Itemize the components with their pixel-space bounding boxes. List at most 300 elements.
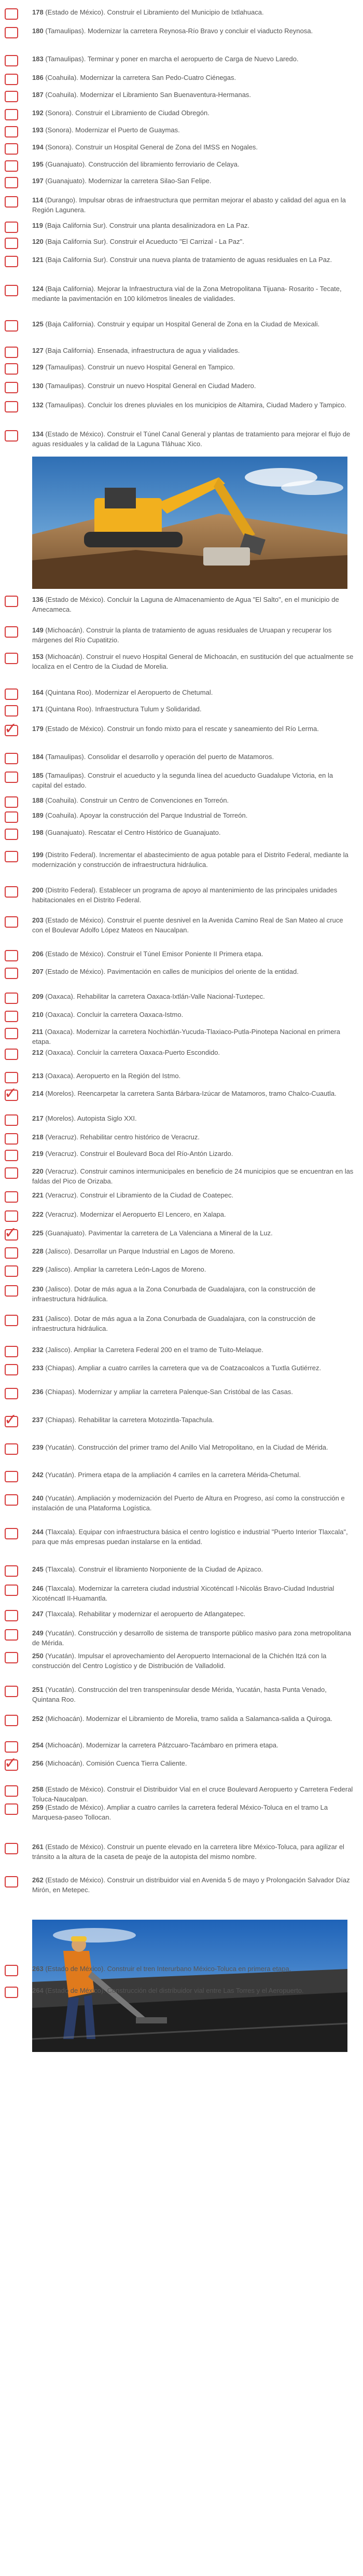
item-number: 184 xyxy=(32,753,44,761)
item-number: 192 xyxy=(32,109,44,117)
item-description: (Sonora). Construir el Libramiento de Ciudad Obregón. xyxy=(45,109,210,117)
item-text xyxy=(32,1314,354,1333)
item-text xyxy=(32,1264,354,1274)
checkbox[interactable] xyxy=(5,1247,18,1259)
item-text xyxy=(32,1964,354,1974)
checkbox[interactable] xyxy=(5,1528,18,1539)
item-number: 136 xyxy=(32,596,44,603)
checkbox[interactable] xyxy=(5,347,18,358)
item-description: (Estado de México). Construir un puente elevado en la carretera libre México-Toluca, para agilizar el tránsito a la altura de la caseta de peaje de la autopista del mismo nombre. xyxy=(32,1843,344,1861)
item-text xyxy=(32,885,354,905)
checkmark-icon: ✓ xyxy=(4,1411,18,1429)
checkbox[interactable] xyxy=(5,1028,18,1039)
item-number: 179 xyxy=(32,725,44,733)
checkbox[interactable] xyxy=(5,74,18,85)
item-number: 124 xyxy=(32,285,44,293)
item-number: 259 xyxy=(32,1803,44,1811)
item-text xyxy=(32,1345,354,1355)
checkbox[interactable] xyxy=(5,1049,18,1060)
item-description: (Oaxaca). Modernizar la carretera Nochixtlán-Yucuda-Tlaxiaco-Putla-Pinotepa Nacional en primera etapa. xyxy=(32,1028,340,1045)
checkbox[interactable] xyxy=(5,1965,18,1976)
checkbox[interactable] xyxy=(5,626,18,638)
item-description: (Veracruz). Construir el Libramiento de la Ciudad de Coatepec. xyxy=(45,1191,234,1199)
item-number: 245 xyxy=(32,1565,44,1573)
item-description: (Oaxaca). Rehabilitar la carretera Oaxaca-Ixtlán-Valle Nacional-Tuxtepec. xyxy=(45,993,265,1000)
item-text xyxy=(32,1651,354,1671)
checkmark-icon: ✓ xyxy=(4,1084,18,1103)
item-text xyxy=(32,704,354,714)
item-number: 171 xyxy=(32,705,44,713)
item-number: 231 xyxy=(32,1315,44,1323)
checkbox[interactable] xyxy=(5,1133,18,1145)
checkbox[interactable] xyxy=(5,320,18,332)
item-text xyxy=(32,625,354,645)
checkbox[interactable] xyxy=(5,772,18,783)
checkbox[interactable] xyxy=(5,653,18,664)
item-description: (Tamaulipas). Construir el acueducto y la segunda línea del acueducto Guadalupe Victoria, en la capital del estado. xyxy=(32,772,333,789)
item-text xyxy=(32,255,354,265)
item-text xyxy=(32,1527,354,1547)
item-text xyxy=(32,1027,354,1046)
item-text xyxy=(32,319,354,329)
item-text xyxy=(32,125,354,135)
item-text xyxy=(32,595,354,614)
checkbox[interactable] xyxy=(5,1652,18,1663)
item-description: (Guanajuato). Rescatar el Centro Histórico de Guanajuato. xyxy=(45,829,221,836)
checkbox[interactable] xyxy=(5,1876,18,1888)
item-number: 222 xyxy=(32,1210,44,1218)
item-number: 262 xyxy=(32,1876,44,1884)
item-description: (Coahuila). Modernizar el Libramiento San Buenaventura-Hermanas. xyxy=(45,91,252,99)
item-number: 261 xyxy=(32,1843,44,1851)
item-number: 228 xyxy=(32,1247,44,1255)
item-text xyxy=(32,429,354,449)
checkbox[interactable] xyxy=(5,27,18,38)
item-text xyxy=(32,1089,354,1098)
item-number: 149 xyxy=(32,626,44,634)
checkbox[interactable] xyxy=(5,1364,18,1375)
checkbox[interactable] xyxy=(5,1011,18,1022)
item-description: (Estado de México). Construir el Distribuidor Vial en el cruce Boulevard Aeropuerto y Carretera Federal Toluca-Naucalpan. xyxy=(32,1785,353,1803)
checkmark-icon: ✓ xyxy=(4,720,18,738)
item-description: (Jalisco). Desarrollar un Parque Industrial en Lagos de Moreno. xyxy=(45,1247,235,1255)
item-number: 125 xyxy=(32,320,44,328)
item-number: 121 xyxy=(32,256,44,264)
item-description: (Chiapas). Modernizar y ampliar la carretera Palenque-San Cristóbal de las Casas. xyxy=(45,1388,293,1396)
item-description: (Guanajuato). Modernizar la carretera Silao-San Felipe. xyxy=(45,177,212,185)
item-description: (Tlaxcala). Modernizar la carretera ciudad industrial Xicoténcatl I-Nicolás Bravo-Ciudad Industrial Xicoténcatl II-Huamantla. xyxy=(32,1585,334,1602)
item-text xyxy=(32,284,354,304)
item-text xyxy=(32,795,354,805)
checkbox[interactable] xyxy=(5,1686,18,1697)
item-number: 206 xyxy=(32,950,44,958)
item-number: 256 xyxy=(32,1759,44,1767)
item-text xyxy=(32,1714,354,1724)
item-description: (Quintana Roo). Infraestructura Tulum y Solidaridad. xyxy=(45,705,202,713)
item-number: 198 xyxy=(32,829,44,836)
item-description: (Estado de México). Ampliar a cuatro carriles la carretera federal México-Toluca en el tramo La Marquesa-paseo Tollocan. xyxy=(32,1803,328,1821)
item-description: (Distrito Federal). Incrementar el abastecimiento de agua potable para el Distrito Federal, mediante la modernización y construcción de infraestructura hidráulica. xyxy=(32,851,348,869)
item-number: 120 xyxy=(32,238,44,245)
checkbox[interactable] xyxy=(5,829,18,840)
item-description: (Guanajuato). Construcción del libramiento ferroviario de Celaya. xyxy=(45,160,240,168)
item-description: (Baja California). Ensenada, infraestructura de agua y vialidades. xyxy=(45,347,240,354)
checkbox[interactable] xyxy=(5,1167,18,1179)
checkbox[interactable] xyxy=(5,705,18,717)
checkbox[interactable] xyxy=(5,8,18,20)
item-description: (Guanajuato). Pavimentar la carretera de La Valenciana a Mineral de la Luz. xyxy=(45,1229,273,1237)
item-description: (Quintana Roo). Modernizar el Aeropuerto de Chetumal. xyxy=(45,688,213,696)
item-description: (Tamaulipas). Consolidar el desarrollo y operación del puerto de Matamoros. xyxy=(45,753,274,761)
checkbox[interactable] xyxy=(5,1715,18,1726)
checkbox[interactable] xyxy=(5,968,18,979)
item-text xyxy=(32,1010,354,1020)
item-text xyxy=(32,949,354,959)
item-number: 219 xyxy=(32,1150,44,1158)
construction-photo-excavator xyxy=(32,457,347,589)
checkbox[interactable] xyxy=(5,993,18,1004)
item-description: (Veracruz). Construir el Boulevard Boca del Río-Antón Lizardo. xyxy=(45,1150,233,1158)
checkbox[interactable] xyxy=(5,1610,18,1621)
item-number: 127 xyxy=(32,347,44,354)
item-number: 220 xyxy=(32,1167,44,1175)
checkbox[interactable] xyxy=(5,363,18,375)
item-text xyxy=(32,1442,354,1452)
item-text xyxy=(32,1583,354,1603)
checkbox[interactable] xyxy=(5,430,18,442)
item-text xyxy=(32,1132,354,1142)
item-number: 114 xyxy=(32,196,43,204)
checkbox[interactable] xyxy=(5,143,18,155)
checkmark-icon: ✓ xyxy=(4,1754,18,1772)
item-description: (Tamaulipas). Construir un nuevo Hospital General en Tampico. xyxy=(45,363,235,371)
checkbox[interactable] xyxy=(5,1471,18,1482)
item-text xyxy=(32,142,354,152)
item-text xyxy=(32,724,354,734)
checkbox[interactable] xyxy=(5,1785,18,1797)
item-description: (Estado de México). Construcción del distribuidor vial entre Las Torres y el Aeropuerto. xyxy=(45,1987,304,1994)
checkbox[interactable] xyxy=(5,1285,18,1297)
item-number: 232 xyxy=(32,1346,44,1354)
item-number: 200 xyxy=(32,886,44,894)
item-number: 194 xyxy=(32,143,44,151)
checkbox[interactable] xyxy=(5,196,18,208)
checkbox[interactable] xyxy=(5,1629,18,1641)
item-description: (Baja California). Mejorar la Infraestructura vial de la Zona Metropolitana Tijuana- Rosarito - Tecate, mediante la pavimentación en 100 kilómetros lineales de vialidades. xyxy=(32,285,342,302)
checkmark-icon: ✓ xyxy=(4,1224,18,1242)
item-text xyxy=(32,400,354,410)
checkbox[interactable] xyxy=(5,222,18,233)
item-description: (Coahuila). Construir un Centro de Convenciones en Torreón. xyxy=(45,796,229,804)
item-number: 187 xyxy=(32,91,44,99)
item-description: (Oaxaca). Concluir la carretera Oaxaca-Puerto Escondido. xyxy=(45,1049,220,1056)
checkbox[interactable] xyxy=(5,285,18,296)
item-description: (Baja California Sur). Construir una planta desalinizadora en La Paz. xyxy=(45,222,250,229)
item-description: (Coahuila). Apoyar la construcción del Parque Industrial de Torreón. xyxy=(45,811,248,819)
item-number: 229 xyxy=(32,1265,44,1273)
item-number: 210 xyxy=(32,1011,44,1018)
checkbox[interactable] xyxy=(5,126,18,137)
checkbox[interactable] xyxy=(5,1803,18,1815)
item-description: (Michoacán). Comisión Cuenca Tierra Caliente. xyxy=(45,1759,187,1767)
item-description: (Baja California Sur). Construir el Acueducto "El Carrizal - La Paz". xyxy=(45,238,244,245)
item-number: 197 xyxy=(32,177,44,185)
checkbox[interactable] xyxy=(5,596,18,607)
item-number: 236 xyxy=(32,1388,44,1396)
item-description: (Veracruz). Modernizar el Aeropuerto El Lencero, en Xalapa. xyxy=(45,1210,226,1218)
item-description: (Yucatán). Primera etapa de la ampliación 4 carriles en la carretera Mérida-Chetumal. xyxy=(45,1471,301,1479)
item-description: (Michoacán). Construir la planta de tratamiento de aguas residuales de Uruapan y recuperar los márgenes del Río Cupatitzio. xyxy=(32,626,332,644)
item-text xyxy=(32,176,354,186)
item-description: (Estado de México). Construir un distribuidor vial en Avenida 5 de mayo y Prolongación Salvador Díaz Mirón, en Metepec. xyxy=(32,1876,350,1894)
item-description: (Estado de México). Pavimentación en calles de municipios del oriente de la entidad. xyxy=(45,968,299,975)
checkbox[interactable] xyxy=(5,916,18,928)
item-text xyxy=(32,1628,354,1648)
item-number: 185 xyxy=(32,772,44,779)
item-description: (Estado de México). Concluir la Laguna de Almacenamiento de Agua "El Salto", en el municipio de Amecameca. xyxy=(32,596,339,613)
item-description: (Sonora). Modernizar el Puerto de Guaymas. xyxy=(45,126,180,134)
checkbox[interactable] xyxy=(5,238,18,249)
item-description: (Michoacán). Construir el nuevo Hospital General de Michoacán, en sustitución del que actualmente se localiza en el Centro de la Ciudad de Morelia. xyxy=(32,653,354,670)
item-text xyxy=(32,237,354,246)
item-text xyxy=(32,752,354,762)
checkbox[interactable] xyxy=(5,1843,18,1854)
item-description: (Yucatán). Impulsar el aprovechamiento del Aeropuerto Internacional de la Chichén Itzá con la construcción del Centro Logístico y de Distribución de Valladolid. xyxy=(32,1652,327,1670)
item-number: 203 xyxy=(32,916,44,924)
item-number: 214 xyxy=(32,1090,44,1097)
item-description: (Oaxaca). Concluir la carretera Oaxaca-Istmo. xyxy=(45,1011,184,1018)
item-text xyxy=(32,1113,354,1123)
item-description: (Tamaulipas). Construir un nuevo Hospital General en Ciudad Madero. xyxy=(45,382,256,390)
item-number: 129 xyxy=(32,363,44,371)
item-number: 199 xyxy=(32,851,44,859)
checkbox[interactable] xyxy=(5,1191,18,1203)
item-number: 180 xyxy=(32,27,44,35)
checkbox[interactable] xyxy=(5,1114,18,1126)
item-description: (Jalisco). Dotar de más agua a la Zona Conurbada de Guadalajara, con la construcción de infraestructura hidráulica. xyxy=(32,1315,316,1332)
item-number: 251 xyxy=(32,1686,44,1693)
item-text xyxy=(32,1875,354,1895)
item-description: (Estado de México). Construir el puente desnivel en la Avenida Camino Real de San Mateo al cruce con el Boulevar Adolfo López Mateos en Naucalpan. xyxy=(32,916,343,934)
item-number: 134 xyxy=(32,430,44,438)
item-description: (Durango). Impulsar obras de infraestructura que permitan mejorar el abasto y calidad del agua en la Región Lagunera. xyxy=(32,196,346,214)
item-text xyxy=(32,1415,354,1425)
item-text xyxy=(32,1387,354,1397)
item-number: 211 xyxy=(32,1028,43,1036)
item-text xyxy=(32,828,354,837)
item-text xyxy=(32,1166,354,1186)
item-number: 246 xyxy=(32,1585,44,1592)
item-number: 225 xyxy=(32,1229,44,1237)
item-text xyxy=(32,1048,354,1057)
item-text xyxy=(32,1209,354,1219)
item-description: (Veracruz). Rehabilitar centro histórico de Veracruz. xyxy=(45,1133,200,1141)
item-text xyxy=(32,687,354,697)
item-number: 249 xyxy=(32,1629,44,1637)
item-number: 244 xyxy=(32,1528,44,1536)
item-text xyxy=(32,381,354,391)
item-description: (Tlaxcala). Equipar con infraestructura básica el centro logístico e industrial "Puerto Interior Tlaxcala", para que más empresas puedan instalarse en la entidad. xyxy=(32,1528,348,1546)
item-description: (Michoacán). Modernizar la carretera Pátzcuaro-Tacámbaro en primera etapa. xyxy=(45,1741,278,1749)
item-number: 188 xyxy=(32,796,44,804)
checkbox[interactable] xyxy=(5,753,18,764)
item-number: 217 xyxy=(32,1114,44,1122)
checkbox[interactable] xyxy=(5,1072,18,1083)
item-number: 153 xyxy=(32,653,44,660)
item-description: (Morelos). Reencarpetar la carretera Santa Bárbara-Izúcar de Matamoros, tramo Chalco-Cuautla. xyxy=(45,1090,337,1097)
item-number: 119 xyxy=(32,222,43,229)
item-description: (Tamaulipas). Terminar y poner en marcha el aeropuerto de Carga de Nuevo Laredo. xyxy=(45,55,299,63)
item-text xyxy=(32,1071,354,1081)
item-description: (Estado de México). Construir el Túnel Canal General y plantas de tratamiento para mejorar el flujo de aguas residuales y la calidad de la Laguna Tláhuac Xico. xyxy=(32,430,351,448)
item-text xyxy=(32,967,354,976)
item-description: (Yucatán). Construcción del primer tramo del Anillo Vial Metropolitano, en la Ciudad de Mérida. xyxy=(45,1443,328,1451)
item-text xyxy=(32,346,354,355)
checkbox[interactable] xyxy=(5,160,18,172)
item-text xyxy=(32,1149,354,1159)
checkbox[interactable] xyxy=(5,1565,18,1577)
item-description: (Yucatán). Ampliación y modernización del Puerto de Altura en Progreso, así como la construcción e instalación de una Plataforma Logística. xyxy=(32,1494,345,1512)
item-number: 230 xyxy=(32,1285,44,1293)
checkbox[interactable] xyxy=(5,91,18,102)
checkbox[interactable] xyxy=(5,811,18,823)
checkbox[interactable] xyxy=(5,1585,18,1596)
item-number: 132 xyxy=(32,401,44,409)
item-number: 186 xyxy=(32,74,44,81)
item-number: 247 xyxy=(32,1610,44,1618)
item-description: (Yucatán). Construcción y desarrollo de sistema de transporte público masivo para zona metropolitana de Mérida. xyxy=(32,1629,351,1647)
item-text xyxy=(32,1246,354,1256)
item-number: 209 xyxy=(32,993,44,1000)
item-description: (Chiapas). Ampliar a cuatro carriles la carretera que va de Coatzacoalcos a Tuxtla Gutiérrez. xyxy=(45,1364,322,1372)
item-text xyxy=(32,159,354,169)
item-number: 183 xyxy=(32,55,44,63)
item-number: 195 xyxy=(32,160,44,168)
item-text xyxy=(32,810,354,820)
checkbox[interactable] xyxy=(5,401,18,412)
item-description: (Oaxaca). Aeropuerto en la Región del Istmo. xyxy=(45,1072,181,1080)
item-number: 218 xyxy=(32,1133,44,1141)
item-text xyxy=(32,1986,354,1995)
item-description: (Estado de México). Construir el Túnel Emisor Poniente II Primera etapa. xyxy=(45,950,263,958)
item-description: (Tlaxcala). Construir el libramiento Norponiente de la Ciudad de Apizaco. xyxy=(45,1565,263,1573)
checkbox[interactable] xyxy=(5,1388,18,1399)
item-number: 250 xyxy=(32,1652,44,1660)
item-text xyxy=(32,1363,354,1373)
checkbox[interactable] xyxy=(5,382,18,393)
item-text xyxy=(32,1784,354,1804)
item-number: 212 xyxy=(32,1049,44,1056)
item-description: (Estado de México). Construir un fondo mixto para el rescate y saneamiento del Río Lerma. xyxy=(45,725,319,733)
item-number: 258 xyxy=(32,1785,44,1793)
item-number: 193 xyxy=(32,126,44,134)
item-text xyxy=(32,362,354,372)
item-number: 237 xyxy=(32,1416,44,1424)
item-description: (Coahuila). Modernizar la carretera San Pedo-Cuatro Ciénegas. xyxy=(45,74,236,81)
item-number: 178 xyxy=(32,8,44,16)
item-text xyxy=(32,1228,354,1238)
item-text xyxy=(32,90,354,100)
checkbox[interactable] xyxy=(5,1315,18,1326)
checkbox[interactable] xyxy=(5,1346,18,1357)
checkbox[interactable] xyxy=(5,688,18,700)
item-text xyxy=(32,73,354,82)
item-description: (Estado de México). Construir el tren Interurbano México-Toluca en primera etapa. xyxy=(45,1965,291,1973)
item-number: 189 xyxy=(32,811,44,819)
checkbox[interactable] xyxy=(5,109,18,120)
checkbox[interactable] xyxy=(5,950,18,961)
item-description: (Baja California). Construir y equipar un Hospital General de Zona en la Ciudad de Mexicali. xyxy=(45,320,320,328)
item-text xyxy=(32,1740,354,1750)
checkbox[interactable] xyxy=(5,886,18,898)
item-description: (Jalisco). Dotar de más agua a la Zona Conurbada de Guadalajara, con la construcción de infraestructura hidráulica. xyxy=(32,1285,316,1303)
item-text xyxy=(32,991,354,1001)
checkbox[interactable] xyxy=(5,796,18,808)
item-text xyxy=(32,1493,354,1513)
item-text xyxy=(32,1758,354,1768)
item-description: (Tamaulipas). Concluir los drenes pluviales en los municipios de Altamira, Ciudad Madero y Tampico. xyxy=(45,401,347,409)
item-number: 233 xyxy=(32,1364,44,1372)
checkbox[interactable] xyxy=(5,1494,18,1506)
checkbox[interactable] xyxy=(5,1987,18,1998)
item-text xyxy=(32,1284,354,1304)
item-description: (Yucatán). Construcción del tren transpeninsular desde Mérida, Yucatán, hasta Punta Venado, Quintana Roo. xyxy=(32,1686,327,1703)
item-text xyxy=(32,1842,354,1862)
item-number: 264 xyxy=(32,1987,44,1994)
item-number: 221 xyxy=(32,1191,44,1199)
item-description: (Distrito Federal). Establecer un programa de apoyo al mantenimiento de las principales unidades habitacionales en el Distrito Federal. xyxy=(32,886,338,904)
checkbox[interactable] xyxy=(5,1741,18,1753)
item-description: (Veracruz). Construir caminos intermunicipales en beneficio de 24 municipios que se encuentran en las faldas del Pico de Orizaba. xyxy=(32,1167,354,1185)
item-text xyxy=(32,26,354,36)
checkbox[interactable] xyxy=(5,1150,18,1161)
item-number: 240 xyxy=(32,1494,44,1502)
item-text xyxy=(32,54,354,64)
item-number: 254 xyxy=(32,1741,44,1749)
checkbox[interactable] xyxy=(5,1265,18,1277)
item-text xyxy=(32,1564,354,1574)
checkbox[interactable] xyxy=(5,1443,18,1455)
item-description: (Jalisco). Ampliar la Carretera Federal 200 en el tramo de Tuito-Melaque. xyxy=(45,1346,263,1354)
item-number: 207 xyxy=(32,968,44,975)
item-description: (Michoacán). Modernizar el Libramiento de Morelia, tramo salida a Salamanca-salida a Quiroga. xyxy=(45,1715,332,1723)
checkbox[interactable] xyxy=(5,1210,18,1222)
item-number: 242 xyxy=(32,1471,44,1479)
item-number: 252 xyxy=(32,1715,44,1723)
checkbox[interactable] xyxy=(5,55,18,66)
checkbox[interactable] xyxy=(5,256,18,267)
item-number: 130 xyxy=(32,382,44,390)
item-text xyxy=(32,108,354,118)
item-text xyxy=(32,221,354,230)
item-text xyxy=(32,7,354,17)
item-number: 239 xyxy=(32,1443,44,1451)
checkbox[interactable] xyxy=(5,851,18,862)
item-text xyxy=(32,1685,354,1704)
item-text xyxy=(32,770,354,790)
item-description: (Baja California Sur). Construir una nueva planta de tratamiento de aguas residuales en La Paz. xyxy=(45,256,332,264)
item-text xyxy=(32,652,354,671)
item-text xyxy=(32,195,354,215)
checkbox[interactable] xyxy=(5,177,18,188)
item-text xyxy=(32,850,354,870)
item-text xyxy=(32,1802,354,1822)
item-description: (Tamaulipas). Modernizar la carretera Reynosa-Río Bravo y concluir el viaducto Reynosa. xyxy=(45,27,313,35)
item-description: (Morelos). Autopista Siglo XXI. xyxy=(45,1114,137,1122)
item-number: 213 xyxy=(32,1072,44,1080)
item-description: (Tlaxcala). Rehabilitar y modernizar el aeropuerto de Atlangatepec. xyxy=(45,1610,246,1618)
item-description: (Estado de México). Construir el Libramiento del Municipio de Ixtlahuaca. xyxy=(45,8,264,16)
